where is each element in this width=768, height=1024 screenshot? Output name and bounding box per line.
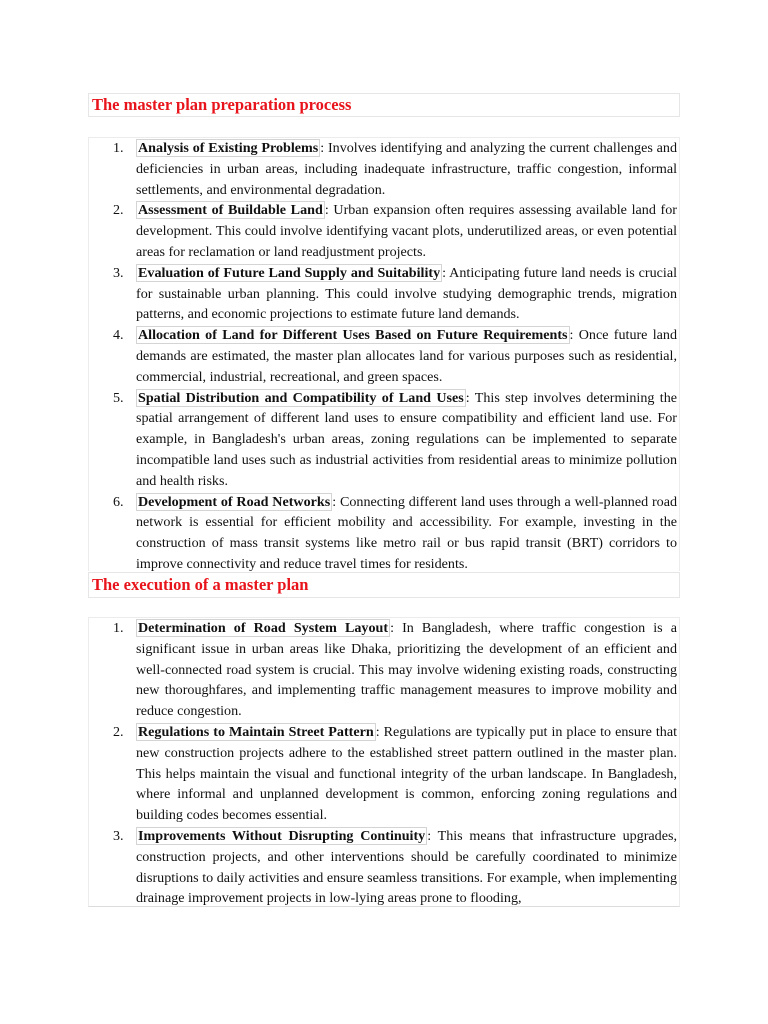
list-item bbox=[89, 826, 679, 907]
item-term: Improvements Without Disrupting Continuity bbox=[138, 827, 426, 844]
item-text: : Involves identifying and analyzing the current challenges and deficiencies in urban areas, including inadequate infrastructure, traffic congestion, informal settlements, and environmental degradation. bbox=[136, 140, 677, 198]
item-number: 6. bbox=[113, 493, 124, 510]
item-term: Regulations to Maintain Street Pattern bbox=[138, 723, 374, 740]
item-term: Analysis of Existing Problems bbox=[138, 140, 319, 156]
list-item bbox=[89, 492, 679, 575]
item-text: : This means that infrastructure upgrades, construction projects, and other interventions should be carefully coordinated to minimize disruptions to daily activities and ensure seamless transitions. For example, when implementing drainage improvement projects in low-lying areas prone to flooding, bbox=[136, 827, 677, 907]
execution-steps-list bbox=[88, 617, 680, 907]
item-term: Assessment of Buildable Land bbox=[138, 202, 323, 219]
item-number: 5. bbox=[113, 389, 124, 406]
section-heading-preparation: The master plan preparation process bbox=[88, 93, 680, 117]
list-item bbox=[89, 263, 679, 325]
list-item bbox=[89, 618, 679, 722]
item-term: Allocation of Land for Different Uses Based on Future Requirements bbox=[138, 327, 568, 344]
section-heading-execution: The execution of a master plan bbox=[88, 572, 680, 598]
item-text: : Once future land demands are estimated, the master plan allocates land for various purposes such as residential, commercial, industrial, recreational, and green spaces. bbox=[136, 327, 677, 385]
item-text: : Regulations are typically put in place to ensure that new construction projects adhere to the established street pattern outlined in the master plan. This helps maintain the visual and functional integrity of the urban landscape. In Bangladesh, where informal and unplanned development is common, enforcing zoning regulations and building codes becomes essential. bbox=[136, 723, 677, 824]
item-text: : This step involves determining the spatial arrangement of different land uses to ensure compatibility and efficient land use. For example, in Bangladesh's urban areas, zoning regulations can be implemented to separate incompatible land uses such as industrial activities from residential areas to minimize pollution and health risks. bbox=[136, 389, 677, 489]
item-number: 2. bbox=[113, 723, 124, 740]
item-number: 1. bbox=[113, 140, 124, 156]
item-term: Determination of Road System Layout bbox=[138, 620, 389, 636]
item-term: Evaluation of Future Land Supply and Suitability bbox=[138, 264, 441, 281]
list-item bbox=[89, 138, 679, 200]
list-item bbox=[89, 200, 679, 262]
item-term: Development of Road Networks bbox=[138, 493, 331, 510]
item-text: : Urban expansion often requires assessing available land for development. This could involve identifying vacant plots, underutilized areas, or even potential areas for reclamation or land readjustment projects. bbox=[136, 202, 677, 260]
item-term: Spatial Distribution and Compatibility of Land Uses bbox=[138, 389, 464, 406]
list-item bbox=[89, 388, 679, 492]
item-text: : In Bangladesh, where traffic congestion is a significant issue in urban areas like Dhaka, prioritizing the development of an efficient and well-connected road system is crucial. This may involve widening existing roads, constructing new thoroughfares, and implementing traffic management measures to improve mobility and reduce congestion. bbox=[136, 620, 678, 720]
item-number: 1. bbox=[113, 620, 124, 636]
item-text: : Connecting different land uses through a well-planned road network is essential for efficient mobility and accessibility. For example, investing in the construction of mass transit systems like metro rail or bus rapid transit (BRT) corridors to improve connectivity and reduce travel times for residents. bbox=[136, 493, 677, 572]
list-item bbox=[89, 722, 679, 826]
item-number: 2. bbox=[113, 202, 124, 219]
list-item bbox=[89, 325, 679, 387]
item-number: 3. bbox=[113, 264, 124, 281]
item-number: 4. bbox=[113, 327, 124, 344]
preparation-steps-list bbox=[88, 137, 680, 571]
item-number: 3. bbox=[113, 827, 124, 844]
item-text: : Anticipating future land needs is crucial for sustainable urban planning. This could involve studying demographic trends, migration patterns, and economic projections to estimate future land demands. bbox=[136, 264, 677, 323]
